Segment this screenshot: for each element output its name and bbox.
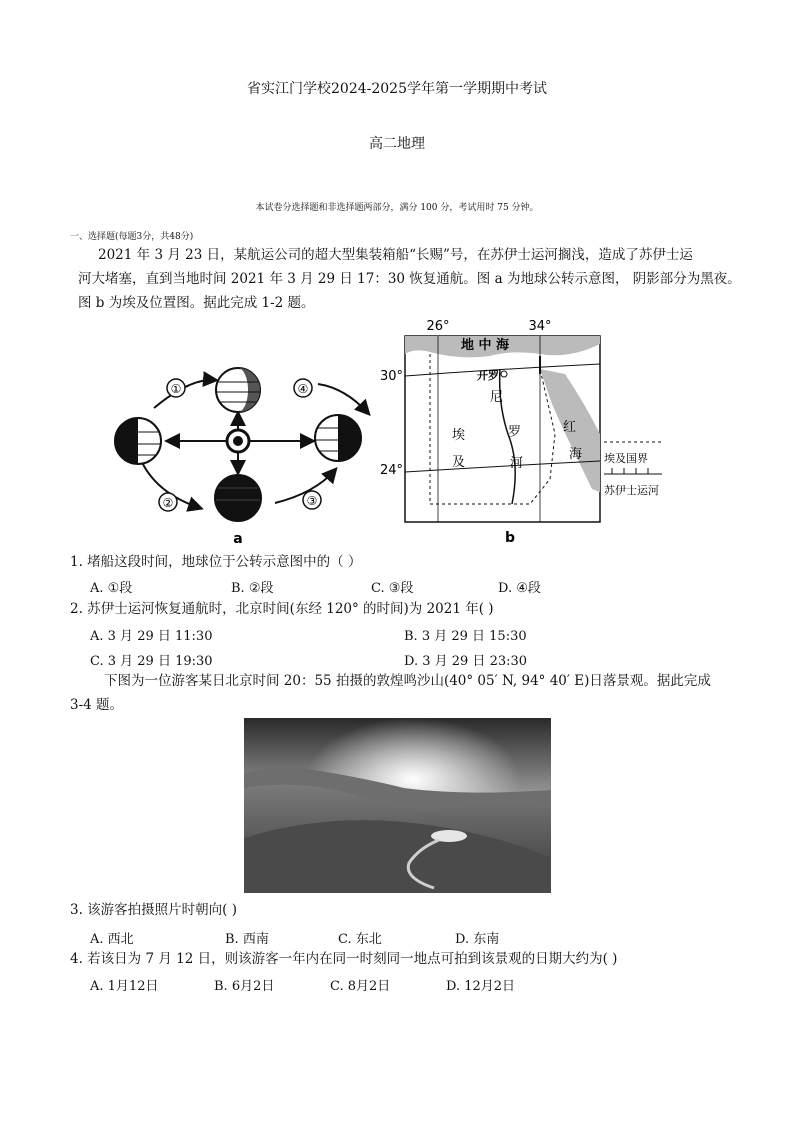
q2-option-c[interactable]: C. 3 月 29 日 19:30 [90,654,213,669]
segment-4-label: ④ [297,382,309,396]
nile-1: 尼 [490,390,504,405]
segment-1-label: ① [170,382,182,396]
egypt-2: 及 [452,455,466,470]
q2-option-b[interactable]: B. 3 月 29 日 15:30 [404,629,527,644]
red-sea-2: 海 [569,447,583,462]
subject-title: 高二地理 [369,136,425,152]
nile-3: 河 [510,456,524,471]
q4-option-b[interactable]: B. 6月2日 [214,979,275,994]
question-3-stem: 3. 该游客拍摄照片时朝向( ) [70,902,237,918]
red-sea-1: 红 [563,420,577,435]
sea-med-label: 地 中 海 [460,338,510,353]
section-heading: 一、选择题(每题3分，共48分) [70,232,194,242]
cairo-label: 开罗 [477,369,499,382]
figure-a-caption: a [233,531,243,547]
figure-b-map [380,314,700,546]
intro-line-2: 河大堵塞，直到当地时间 2021 年 3 月 29 日 17：30 恢复通航。图 a 为地球公转示意图， 阴影部分为黑夜。 [78,271,741,287]
q4-option-d[interactable]: D. 12月2日 [446,979,516,994]
lon-34-label: 34° [528,319,552,334]
lat-30-label: 30° [380,369,404,384]
q3-option-b[interactable]: B. 西南 [225,932,269,947]
exam-note: 本试卷分选择题和非选择题两部分，满分 100 分，考试用时 75 分钟。 [255,203,539,213]
passage2-line-1: 下图为一位游客某日北京时间 20：55 拍摄的敦煌鸣沙山(40° 05′ N, 94° 40′ E)日落景观。据此完成 [104,673,711,689]
legend-border-label: 埃及国界 [604,452,648,465]
nile-2: 罗 [508,425,522,440]
legend-canal-label: 苏伊士运河 [604,484,659,497]
q3-option-a[interactable]: A. 西北 [90,932,134,947]
exam-title: 省实江门学校2024-2025学年第一学期期中考试 [247,81,547,97]
q1-option-b[interactable]: B. ②段 [231,581,274,596]
figure-a-orbit [100,358,380,548]
q1-option-a[interactable]: A. ①段 [90,581,133,596]
segment-2-label: ② [162,496,174,510]
q4-option-a[interactable]: A. 1月12日 [90,979,159,994]
question-4-stem: 4. 若该日为 7 月 12 日，则该游客一年内在同一时刻同一地点可拍到该景观的日期大约为( ) [70,951,618,967]
question-1-stem: 1. 堵船这段时间，地球位于公转示意图中的（ ） [70,554,362,570]
lat-24-label: 24° [380,463,404,478]
q3-option-d[interactable]: D. 东南 [455,932,500,947]
figure-b-caption: b [504,530,516,546]
q1-option-c[interactable]: C. ③段 [371,581,414,596]
intro-line-3: 图 b 为埃及位置图。据此完成 1-2 题。 [78,295,315,311]
dune-sunset-photo [244,718,551,893]
segment-3-label: ③ [306,494,318,508]
q3-option-c[interactable]: C. 东北 [338,932,382,947]
egypt-1: 埃 [452,428,466,443]
intro-line-1: 2021 年 3 月 23 日，某航运公司的超大型集装箱船“长赐”号，在苏伊士运河搁浅，造成了苏伊士运 [98,247,693,263]
lon-26-label: 26° [426,319,450,334]
q4-option-c[interactable]: C. 8月2日 [330,979,391,994]
passage2-line-2: 3-4 题。 [70,697,124,713]
q1-option-d[interactable]: D. ④段 [498,581,541,596]
question-2-stem: 2. 苏伊士运河恢复通航时，北京时间(东经 120° 的时间)为 2021 年( ) [70,601,494,617]
q2-option-d[interactable]: D. 3 月 29 日 23:30 [404,654,528,669]
q2-option-a[interactable]: A. 3 月 29 日 11:30 [90,629,213,644]
